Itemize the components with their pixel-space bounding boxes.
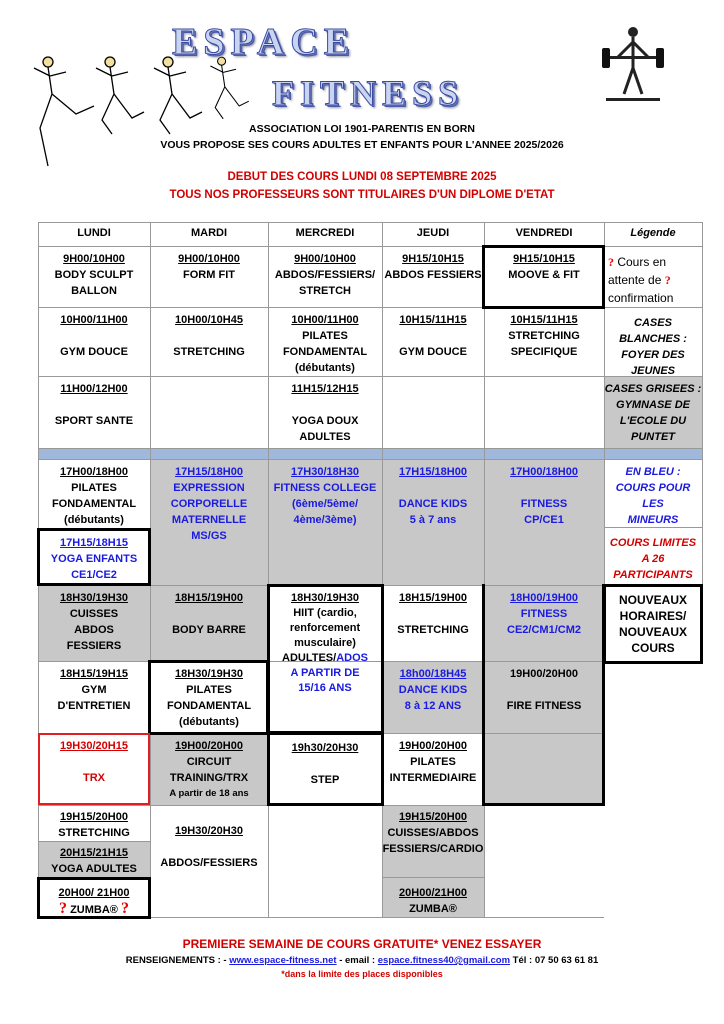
class-name: 8 à 12 ANS — [404, 700, 462, 712]
legend-text: CASES — [634, 317, 672, 329]
legend-text: COURS POUR LES — [615, 482, 691, 510]
class-name: (débutants) — [179, 716, 239, 728]
legend-text: CASES GRISEES : — [604, 383, 702, 395]
legend-text: JEUNES — [630, 365, 676, 377]
class-time: 10H00/11H00 — [291, 314, 359, 326]
class-name: STRETCHING — [508, 330, 580, 342]
grid-line — [702, 222, 703, 585]
class-time: 18H15/19H15 — [60, 668, 128, 680]
class-name: STRETCHING — [397, 624, 469, 636]
legend-text: L'ECOLE DU — [619, 415, 687, 427]
class-time: 19H15/20H00 — [399, 811, 467, 823]
footnote: *dans la limite des places disponibles — [281, 969, 443, 979]
class-time: 10H00/11H00 — [60, 314, 128, 326]
class-name: STEP — [310, 774, 340, 786]
class-name: FITNESS — [520, 608, 568, 620]
class-cell — [382, 587, 484, 638]
legend-text: attente de — [608, 273, 662, 287]
class-time: 20H00/21H00 — [399, 887, 467, 899]
class-name: YOGA ENFANTS — [50, 553, 138, 565]
day-header-mardi: MARDI — [190, 227, 228, 239]
class-cell — [150, 820, 268, 871]
dancer-figure — [210, 57, 248, 119]
class-time: 17H30/18H30 — [291, 466, 359, 478]
class-cell — [382, 663, 484, 714]
class-time: 10H15/11H15 — [399, 314, 467, 326]
legend-text: GYMNASE DE — [616, 399, 690, 411]
phone-text: Tél : 07 50 63 61 81 — [510, 955, 599, 966]
class-name: STRETCH — [299, 285, 351, 297]
weightlifter-illustration — [600, 22, 666, 104]
class-cell — [38, 248, 150, 299]
class-time: 17H15/18H15 — [60, 537, 128, 549]
class-time: 20H15/21H15 — [60, 847, 128, 859]
class-name: MOOVE & FIT — [508, 269, 580, 281]
legend-text: FOYER DES — [621, 349, 685, 361]
free-week-banner: PREMIERE SEMAINE DE COURS GRATUITE* VENEZ ESSAYER — [182, 937, 542, 951]
class-time: 9H00/10H00 — [178, 253, 240, 265]
info-label: RENSEIGNEMENTS : - — [125, 955, 230, 966]
contact-line — [0, 955, 724, 966]
class-cell — [382, 882, 484, 917]
email-link[interactable]: espace.fitness40@gmail.com — [377, 955, 511, 966]
new-course-border — [482, 584, 605, 806]
grid-line — [604, 527, 702, 528]
class-time: 17H00/18H00 — [510, 466, 578, 478]
profs-line: TOUS NOS PROFESSEURS SONT TITULAIRES D'UN DIPLOME D'ETAT — [169, 189, 555, 201]
class-time: 19H30/20H15 — [60, 740, 128, 752]
day-header-vendredi: VENDREDI — [515, 227, 573, 239]
class-name: PILATES — [186, 684, 232, 696]
class-name: GYM DOUCE — [60, 346, 128, 358]
class-cell — [38, 587, 150, 654]
class-name: PILATES — [71, 482, 117, 494]
class-name: GYM — [81, 684, 107, 696]
class-name: YOGA DOUX — [291, 415, 359, 427]
question-mark-icon: ? — [608, 255, 614, 269]
class-name: ADULTES — [299, 431, 351, 443]
class-name: ZUMBA® — [70, 904, 118, 916]
class-cell — [150, 248, 268, 283]
class-name: MS/GS — [191, 530, 227, 542]
question-mark-icon: ? — [59, 900, 68, 917]
legend-text: MINEURS — [627, 514, 679, 526]
class-name: ADOS — [336, 652, 368, 664]
class-name: ABDOS/FESSIERS/ — [274, 269, 376, 281]
class-cell — [268, 461, 382, 528]
class-cell — [38, 663, 150, 714]
legend-header: Légende — [630, 227, 676, 239]
legend-text: COURS — [631, 641, 675, 655]
class-name: CUISSES/ABDOS — [387, 827, 479, 839]
class-name: EXPRESSION — [173, 482, 245, 494]
debut-line: DEBUT DES COURS LUNDI 08 SEPTEMBRE 2025 — [227, 171, 497, 183]
class-name: ABDOS — [74, 624, 114, 636]
class-name: STRETCHING — [173, 346, 245, 358]
association-line: ASSOCIATION LOI 1901-PARENTIS EN BORN — [249, 123, 475, 135]
class-name: SPORT SANTE — [54, 415, 134, 427]
new-course-border — [267, 584, 384, 734]
class-name: FORM FIT — [183, 269, 235, 281]
propose-line: VOUS PROPOSE SES COURS ADULTES ET ENFANTS POUR L'ANNEE 2025/2026 — [160, 139, 564, 151]
class-name: FONDAMENTAL — [166, 700, 252, 712]
question-mark-icon: ? — [120, 900, 129, 917]
legend-text: confirmation — [608, 291, 674, 305]
class-name: 5 à 7 ans — [409, 514, 457, 526]
grid-line — [38, 448, 702, 449]
class-name: TRX — [83, 772, 105, 784]
class-time: 10H00/10H45 — [175, 314, 243, 326]
class-name: BALLON — [71, 285, 117, 297]
legend-text: A 26 — [641, 553, 665, 565]
class-cell — [382, 248, 484, 283]
class-name: TRAINING/TRX — [169, 772, 249, 784]
class-cell — [382, 735, 484, 786]
class-name: GYM DOUCE — [399, 346, 467, 358]
class-name: ABDOS FESSIERS — [384, 269, 482, 281]
day-header-mercredi: MERCREDI — [295, 227, 355, 239]
class-name: FIRE FITNESS — [506, 700, 582, 712]
class-time: 18h00/18H45 — [399, 668, 467, 680]
class-name: BODY SCULPT — [54, 269, 134, 281]
class-name: (débutants) — [64, 514, 124, 526]
class-time: 17H00/18H00 — [60, 466, 128, 478]
class-time: 11H15/12H15 — [291, 383, 359, 395]
class-name: STRETCHING — [58, 827, 130, 839]
class-cell — [150, 309, 268, 360]
day-header-lundi: LUNDI — [77, 227, 111, 239]
class-name: MATERNELLE — [171, 514, 247, 526]
legend-blue — [604, 461, 702, 528]
class-name: A partir de 18 ans — [169, 788, 249, 799]
class-time: 11H00/12H00 — [60, 383, 128, 395]
class-name: FESSIERS — [66, 640, 122, 652]
legend-text: BLANCHES : — [619, 333, 687, 345]
class-name: CP/CE1 — [524, 514, 564, 526]
class-time: 18H30/19H30 — [291, 592, 359, 604]
class-name: SPECIFIQUE — [510, 346, 578, 358]
class-name: (débutants) — [295, 362, 355, 374]
class-time: 19H00/20H00 — [175, 740, 243, 752]
class-time: 18H15/19H00 — [399, 592, 467, 604]
new-course-border — [37, 877, 151, 919]
class-name: HIIT (cardio, — [293, 607, 357, 619]
email-label: - email : — [336, 955, 378, 966]
class-cell — [150, 735, 268, 802]
legend-text: COURS LIMITES — [609, 537, 697, 549]
legend-text: PUNTET — [631, 431, 675, 443]
day-header-jeudi: JEUDI — [416, 227, 450, 239]
class-name: FONDAMENTAL — [51, 498, 137, 510]
class-cell — [484, 309, 604, 360]
question-mark-icon: ? — [664, 273, 671, 287]
class-time: 20H00/ 21H00 — [58, 887, 130, 899]
class-cell — [150, 461, 268, 544]
class-name: CE2/CM1/CM2 — [507, 624, 581, 636]
limit-course-border — [38, 733, 150, 805]
class-time: 18H30/19H30 — [175, 668, 243, 680]
new-course-border — [148, 660, 269, 735]
legend-text: PARTICIPANTS — [613, 569, 693, 581]
website-link[interactable]: www.espace-fitness.net — [229, 955, 337, 966]
class-cell — [150, 587, 268, 638]
legend-text: NOUVEAUX — [618, 625, 687, 639]
grid-line — [382, 877, 484, 878]
class-name: ZUMBA® — [409, 903, 457, 915]
class-time: 19H00/20H00 — [510, 668, 578, 680]
class-time: 18H30/19H30 — [60, 592, 128, 604]
title-fitness: FITNESS — [272, 73, 465, 113]
class-time: 9H00/10H00 — [294, 253, 356, 265]
class-time: 9H00/10H00 — [63, 253, 125, 265]
class-time: 19H00/20H00 — [399, 740, 467, 752]
dancers-illustration — [26, 48, 266, 178]
new-course-border — [482, 245, 605, 309]
separator-band — [38, 448, 702, 459]
legend-question — [604, 250, 702, 307]
class-cell — [484, 461, 604, 528]
legend-text: Cours en — [617, 255, 667, 269]
class-name: 4ème/3ème) — [293, 514, 357, 526]
class-cell — [38, 461, 150, 528]
class-name: A PARTIR DE — [290, 667, 360, 679]
legend-white — [604, 312, 702, 379]
class-cell — [38, 806, 150, 841]
title-espace: ESPACE — [172, 21, 356, 63]
class-name: BODY BARRE — [172, 624, 246, 636]
legend-text: EN BLEU : — [625, 466, 681, 478]
class-cell — [38, 309, 150, 360]
class-time: 9H15/10H15 — [513, 253, 575, 265]
new-course-border — [267, 732, 384, 806]
class-name: D'ENTRETIEN — [57, 700, 131, 712]
class-name: CORPORELLE — [170, 498, 248, 510]
legend-text: HORAIRES/ — [619, 609, 687, 623]
class-name: FITNESS — [520, 498, 568, 510]
class-cell — [268, 378, 382, 445]
new-course-border — [37, 528, 151, 586]
class-name: 15/16 ANS — [298, 682, 352, 694]
grid-line — [38, 376, 702, 377]
class-cell — [38, 842, 150, 877]
class-name: DANCE KIDS — [398, 498, 468, 510]
class-name: FITNESS COLLEGE — [273, 482, 377, 494]
class-name: ABDOS/FESSIERS — [160, 857, 258, 869]
class-cell — [268, 309, 382, 376]
class-name: PILATES — [410, 756, 456, 768]
class-name: PILATES — [302, 330, 348, 342]
legend-grey — [604, 378, 702, 445]
class-name: INTERMEDIAIRE — [389, 772, 477, 784]
class-time: 19H30/20H30 — [175, 825, 243, 837]
class-name: FONDAMENTAL — [282, 346, 368, 358]
class-time: 17H15/18H00 — [399, 466, 467, 478]
class-name: renforcement — [289, 622, 361, 634]
legend-text: NOUVEAUX — [618, 593, 687, 607]
class-name: musculaire) — [294, 637, 356, 649]
class-time: 18H00/19H00 — [510, 592, 578, 604]
class-name: FESSIERS/CARDIO — [382, 843, 484, 855]
class-time: 19h30/20H30 — [291, 742, 359, 754]
class-cell — [268, 248, 382, 299]
class-time: 10H15/11H15 — [510, 314, 578, 326]
class-cell — [382, 806, 484, 857]
class-time: 17H15/18H00 — [175, 466, 243, 478]
class-time: 19H15/20H00 — [60, 811, 128, 823]
class-cell — [38, 378, 150, 429]
class-cell — [382, 309, 484, 360]
class-name: YOGA ADULTES — [51, 863, 137, 875]
class-name: CUISSES — [69, 608, 119, 620]
legend-limit — [604, 532, 702, 583]
class-name: (6ème/5ème/ — [291, 498, 359, 510]
class-cell — [382, 461, 484, 528]
class-name: CIRCUIT — [186, 756, 232, 768]
grid-line — [38, 459, 702, 460]
class-name: DANCE KIDS — [398, 684, 468, 696]
new-course-border — [603, 584, 703, 664]
class-name: ADULTES/ — [282, 652, 337, 664]
schedule-table — [38, 222, 702, 918]
class-time: 18H15/19H00 — [175, 592, 243, 604]
class-time: 9H15/10H15 — [402, 253, 464, 265]
class-name: CE1/CE2 — [71, 569, 117, 581]
